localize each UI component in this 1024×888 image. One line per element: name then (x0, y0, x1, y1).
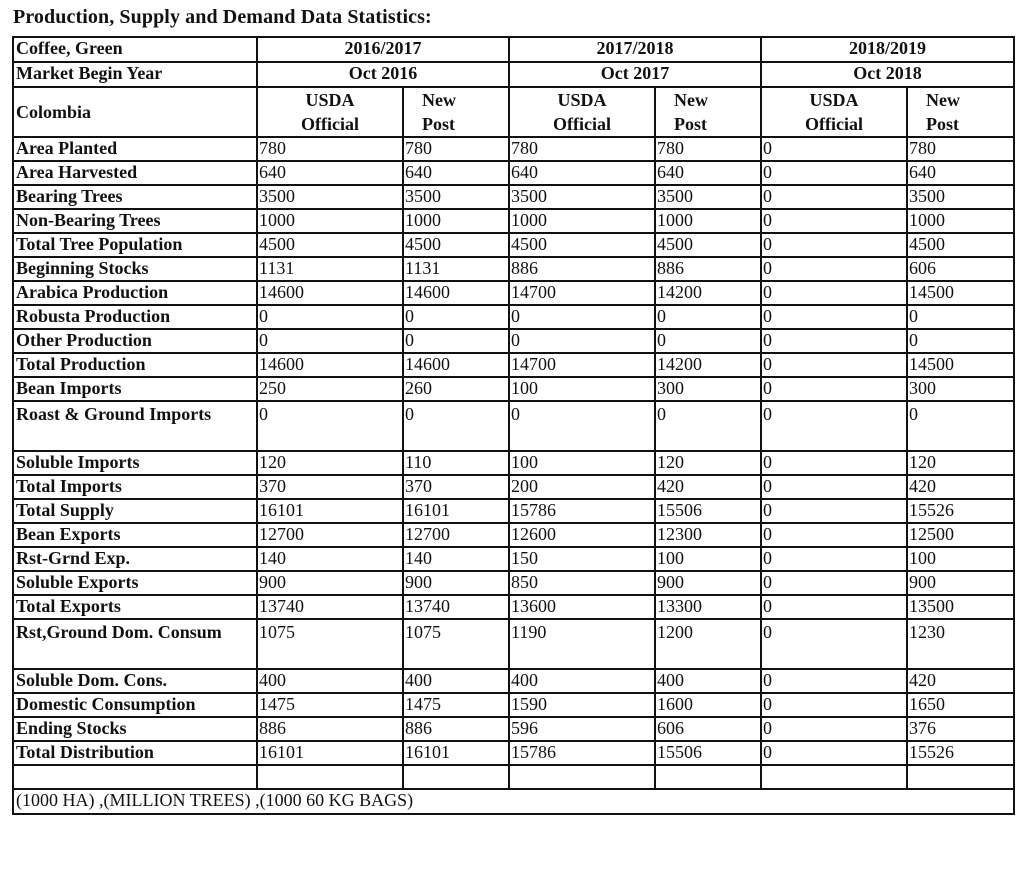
table-row (13, 401, 1014, 451)
year-header: 2016/2017 (257, 37, 509, 62)
row-label: Total Production (13, 353, 257, 377)
new-post-value: 420 (655, 475, 761, 499)
usda-official-value: 14700 (509, 281, 655, 305)
sub-header-line: Official (805, 114, 864, 134)
usda-official-value: 3500 (509, 185, 655, 209)
row-label: Total Distribution (13, 741, 257, 765)
new-post-value: 15506 (655, 499, 761, 523)
table-row (13, 305, 1014, 329)
row-label: Other Production (13, 329, 257, 353)
usda-official-value: 12600 (509, 523, 655, 547)
new-post-value: 120 (907, 451, 1014, 475)
usda-official-value: 0 (761, 401, 907, 451)
year-header: 2018/2019 (761, 37, 1014, 62)
usda-official-value: 780 (257, 137, 403, 161)
sub-header-line: New (926, 90, 961, 110)
new-post-value: 0 (403, 401, 509, 451)
usda-official-header (257, 87, 403, 137)
new-post-value: 13740 (403, 595, 509, 619)
usda-official-value: 0 (509, 329, 655, 353)
usda-official-value: 0 (761, 571, 907, 595)
new-post-value: 14200 (655, 353, 761, 377)
row-label: Ending Stocks (13, 717, 257, 741)
new-post-value: 140 (403, 547, 509, 571)
table-row (13, 547, 1014, 571)
country-label: Colombia (13, 87, 257, 137)
empty-cell (13, 765, 257, 789)
usda-official-value: 0 (761, 619, 907, 669)
table-row (13, 137, 1014, 161)
commodity-label: Coffee, Green (13, 37, 257, 62)
table-row (13, 329, 1014, 353)
new-post-value: 0 (907, 305, 1014, 329)
new-post-value: 1000 (403, 209, 509, 233)
new-post-value: 780 (907, 137, 1014, 161)
new-post-value: 3500 (403, 185, 509, 209)
table-row (13, 451, 1014, 475)
empty-cell (403, 765, 509, 789)
row-label: Rst-Grnd Exp. (13, 547, 257, 571)
new-post-value: 300 (907, 377, 1014, 401)
new-post-value: 780 (403, 137, 509, 161)
usda-official-value: 200 (509, 475, 655, 499)
new-post-value: 14600 (403, 281, 509, 305)
new-post-value: 1000 (655, 209, 761, 233)
row-label: Soluble Imports (13, 451, 257, 475)
usda-official-value: 13600 (509, 595, 655, 619)
new-post-value: 4500 (403, 233, 509, 257)
table-row (13, 741, 1014, 765)
new-post-value: 1230 (907, 619, 1014, 669)
usda-official-value: 0 (761, 717, 907, 741)
usda-official-value: 13740 (257, 595, 403, 619)
sub-header-line: Official (301, 114, 359, 134)
usda-official-value: 15786 (509, 499, 655, 523)
table-row (13, 523, 1014, 547)
row-label: Total Supply (13, 499, 257, 523)
usda-official-value: 16101 (257, 499, 403, 523)
usda-official-value: 0 (761, 137, 907, 161)
usda-official-value: 0 (761, 209, 907, 233)
new-post-value: 16101 (403, 741, 509, 765)
empty-cell (509, 765, 655, 789)
usda-official-value: 0 (761, 499, 907, 523)
sub-header-line: Post (926, 114, 960, 134)
usda-official-value: 0 (761, 451, 907, 475)
sub-header-line: Post (422, 114, 455, 134)
new-post-value: 14200 (655, 281, 761, 305)
new-post-value: 12500 (907, 523, 1014, 547)
table-row (13, 353, 1014, 377)
row-label: Domestic Consumption (13, 693, 257, 717)
usda-official-value: 0 (761, 377, 907, 401)
usda-official-value: 0 (761, 523, 907, 547)
new-post-header (655, 87, 761, 137)
new-post-value: 14500 (907, 353, 1014, 377)
sub-header-line: New (422, 90, 456, 110)
psd-table (12, 36, 1015, 815)
usda-official-value: 100 (509, 451, 655, 475)
usda-official-value: 640 (509, 161, 655, 185)
usda-official-value: 0 (257, 329, 403, 353)
table-row (13, 571, 1014, 595)
new-post-value: 0 (403, 329, 509, 353)
new-post-value: 120 (655, 451, 761, 475)
market-begin-label: Market Begin Year (13, 62, 257, 87)
new-post-value: 110 (403, 451, 509, 475)
units-footnote: (1000 HA) ,(MILLION TREES) ,(1000 60 KG BAGS) (13, 789, 1014, 814)
usda-official-value: 0 (761, 547, 907, 571)
usda-official-value: 14600 (257, 281, 403, 305)
usda-official-value: 15786 (509, 741, 655, 765)
new-post-value: 900 (655, 571, 761, 595)
sub-header-line: Official (553, 114, 611, 134)
usda-official-value: 886 (509, 257, 655, 281)
usda-official-value: 4500 (509, 233, 655, 257)
new-post-value: 0 (655, 329, 761, 353)
new-post-value: 900 (403, 571, 509, 595)
usda-official-value: 1075 (257, 619, 403, 669)
table-row (13, 161, 1014, 185)
new-post-value: 0 (907, 329, 1014, 353)
usda-official-value: 150 (509, 547, 655, 571)
new-post-value: 100 (655, 547, 761, 571)
new-post-value: 1075 (403, 619, 509, 669)
row-label: Arabica Production (13, 281, 257, 305)
new-post-value: 400 (403, 669, 509, 693)
sub-header-line: Post (674, 114, 708, 134)
usda-official-value: 0 (761, 595, 907, 619)
header-row-year (13, 37, 1014, 62)
row-label: Soluble Exports (13, 571, 257, 595)
new-post-value: 606 (907, 257, 1014, 281)
row-label: Bean Imports (13, 377, 257, 401)
row-label: Non-Bearing Trees (13, 209, 257, 233)
usda-official-value: 0 (761, 475, 907, 499)
new-post-value: 376 (907, 717, 1014, 741)
new-post-value: 16101 (403, 499, 509, 523)
usda-official-value: 16101 (257, 741, 403, 765)
footnote-row (13, 789, 1014, 814)
usda-official-value: 0 (509, 305, 655, 329)
usda-official-value: 140 (257, 547, 403, 571)
row-label: Total Tree Population (13, 233, 257, 257)
usda-official-value: 1475 (257, 693, 403, 717)
new-post-value: 3500 (655, 185, 761, 209)
table-row (13, 257, 1014, 281)
table-row (13, 185, 1014, 209)
new-post-header (907, 87, 1014, 137)
table-row (13, 281, 1014, 305)
usda-official-value: 0 (761, 257, 907, 281)
new-post-value: 12300 (655, 523, 761, 547)
year-header: 2017/2018 (509, 37, 761, 62)
usda-official-value: 0 (257, 401, 403, 451)
usda-official-value: 886 (257, 717, 403, 741)
new-post-value: 15526 (907, 741, 1014, 765)
new-post-value: 0 (655, 305, 761, 329)
table-row (13, 619, 1014, 669)
usda-official-value: 12700 (257, 523, 403, 547)
new-post-value: 15506 (655, 741, 761, 765)
table-row (13, 499, 1014, 523)
new-post-value: 1475 (403, 693, 509, 717)
usda-official-header (761, 87, 907, 137)
new-post-value: 886 (403, 717, 509, 741)
usda-official-value: 120 (257, 451, 403, 475)
usda-official-value: 14700 (509, 353, 655, 377)
row-label: Beginning Stocks (13, 257, 257, 281)
usda-official-value: 400 (509, 669, 655, 693)
table-row (13, 717, 1014, 741)
new-post-value: 1200 (655, 619, 761, 669)
new-post-value: 1131 (403, 257, 509, 281)
row-label: Area Harvested (13, 161, 257, 185)
new-post-value: 640 (403, 161, 509, 185)
empty-cell (761, 765, 907, 789)
new-post-value: 3500 (907, 185, 1014, 209)
empty-cell (257, 765, 403, 789)
usda-official-value: 3500 (257, 185, 403, 209)
usda-official-value: 250 (257, 377, 403, 401)
new-post-value: 13500 (907, 595, 1014, 619)
row-label: Bearing Trees (13, 185, 257, 209)
usda-official-value: 850 (509, 571, 655, 595)
usda-official-value: 14600 (257, 353, 403, 377)
usda-official-value: 0 (761, 233, 907, 257)
table-row (13, 209, 1014, 233)
row-label: Area Planted (13, 137, 257, 161)
row-label: Roast & Ground Imports (13, 401, 257, 451)
row-label: Total Exports (13, 595, 257, 619)
row-label: Bean Exports (13, 523, 257, 547)
new-post-value: 15526 (907, 499, 1014, 523)
market-begin-value: Oct 2016 (257, 62, 509, 87)
new-post-value: 14600 (403, 353, 509, 377)
new-post-value: 370 (403, 475, 509, 499)
new-post-value: 1000 (907, 209, 1014, 233)
header-row-source (13, 87, 1014, 137)
usda-official-header (509, 87, 655, 137)
usda-official-value: 370 (257, 475, 403, 499)
usda-official-value: 900 (257, 571, 403, 595)
usda-official-value: 596 (509, 717, 655, 741)
usda-official-value: 100 (509, 377, 655, 401)
usda-official-value: 1131 (257, 257, 403, 281)
table-row (13, 693, 1014, 717)
usda-official-value: 1190 (509, 619, 655, 669)
new-post-value: 260 (403, 377, 509, 401)
usda-official-value: 4500 (257, 233, 403, 257)
new-post-value: 0 (907, 401, 1014, 451)
new-post-value: 1600 (655, 693, 761, 717)
usda-official-value: 0 (761, 693, 907, 717)
row-label: Soluble Dom. Cons. (13, 669, 257, 693)
new-post-value: 420 (907, 475, 1014, 499)
new-post-value: 420 (907, 669, 1014, 693)
empty-cell (907, 765, 1014, 789)
usda-official-value: 400 (257, 669, 403, 693)
usda-official-value: 0 (761, 305, 907, 329)
header-row-market-begin (13, 62, 1014, 87)
new-post-value: 0 (655, 401, 761, 451)
usda-official-value: 0 (761, 353, 907, 377)
new-post-value: 1650 (907, 693, 1014, 717)
new-post-value: 13300 (655, 595, 761, 619)
usda-official-value: 1000 (257, 209, 403, 233)
sub-header-line: USDA (809, 90, 859, 110)
table-row (13, 595, 1014, 619)
usda-official-value: 0 (761, 185, 907, 209)
usda-official-value: 0 (509, 401, 655, 451)
usda-official-value: 0 (761, 281, 907, 305)
new-post-header (403, 87, 509, 137)
usda-official-value: 0 (761, 741, 907, 765)
usda-official-value: 780 (509, 137, 655, 161)
market-begin-value: Oct 2018 (761, 62, 1014, 87)
new-post-value: 100 (907, 547, 1014, 571)
new-post-value: 400 (655, 669, 761, 693)
market-begin-value: Oct 2017 (509, 62, 761, 87)
new-post-value: 606 (655, 717, 761, 741)
new-post-value: 12700 (403, 523, 509, 547)
table-row (13, 669, 1014, 693)
usda-official-value: 0 (761, 669, 907, 693)
usda-official-value: 1590 (509, 693, 655, 717)
usda-official-value: 0 (257, 305, 403, 329)
new-post-value: 14500 (907, 281, 1014, 305)
table-row (13, 475, 1014, 499)
sub-header-line: New (674, 90, 709, 110)
row-label: Robusta Production (13, 305, 257, 329)
new-post-value: 640 (655, 161, 761, 185)
new-post-value: 4500 (907, 233, 1014, 257)
new-post-value: 4500 (655, 233, 761, 257)
row-label: Total Imports (13, 475, 257, 499)
document-title: Production, Supply and Demand Data Statistics: (13, 6, 432, 28)
table-row (13, 377, 1014, 401)
new-post-value: 640 (907, 161, 1014, 185)
usda-official-value: 640 (257, 161, 403, 185)
table-row (13, 233, 1014, 257)
empty-row (13, 765, 1014, 789)
usda-official-value: 1000 (509, 209, 655, 233)
new-post-value: 886 (655, 257, 761, 281)
usda-official-value: 0 (761, 329, 907, 353)
sub-header-line: USDA (305, 90, 355, 110)
new-post-value: 780 (655, 137, 761, 161)
new-post-value: 0 (403, 305, 509, 329)
new-post-value: 900 (907, 571, 1014, 595)
usda-official-value: 0 (761, 161, 907, 185)
sub-header-line: USDA (557, 90, 607, 110)
new-post-value: 300 (655, 377, 761, 401)
empty-cell (655, 765, 761, 789)
row-label: Rst,Ground Dom. Consum (13, 619, 257, 669)
